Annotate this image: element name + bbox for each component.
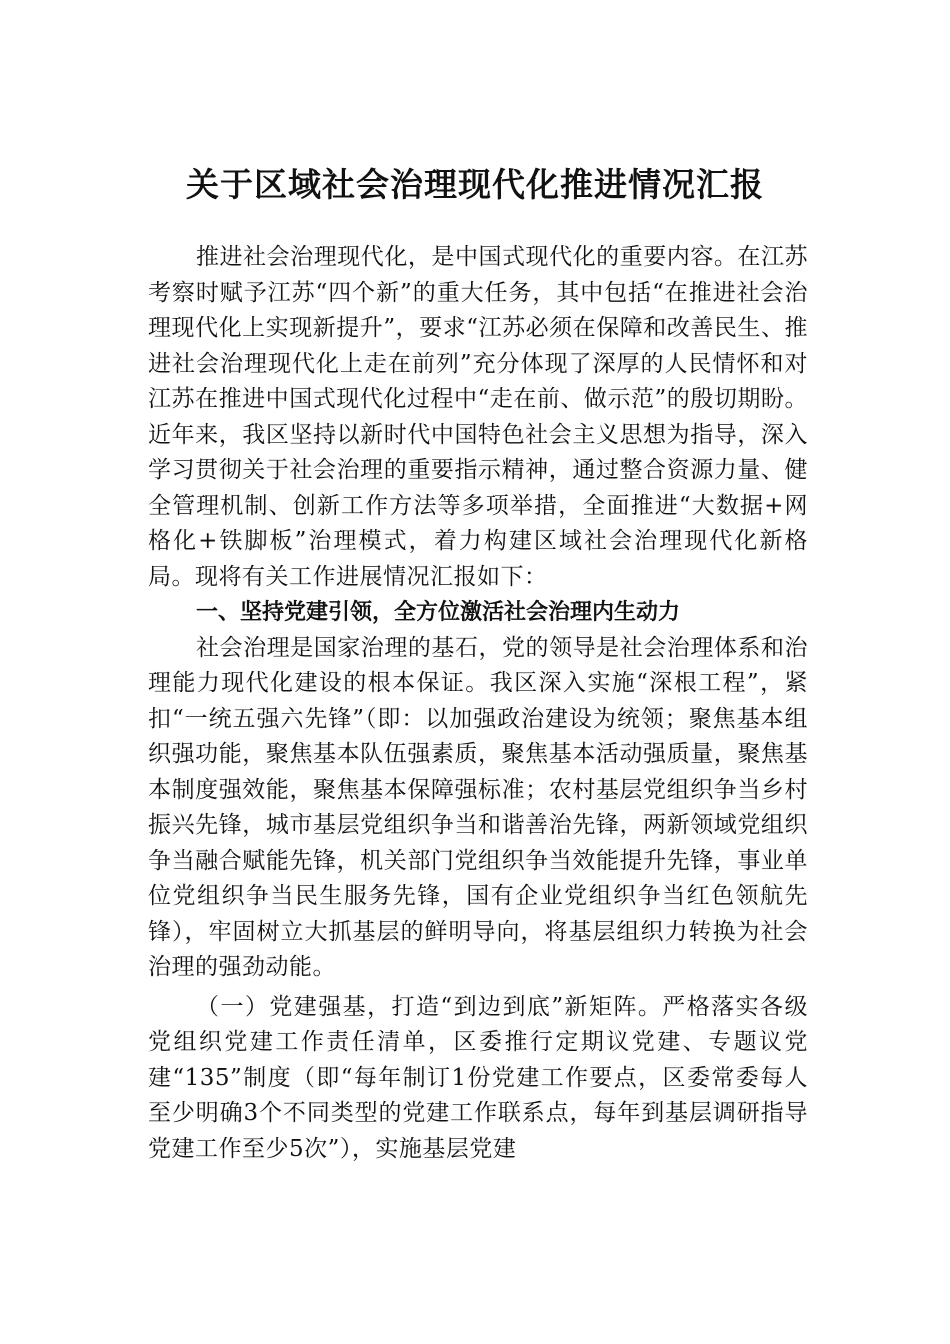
document-body <box>148 240 808 1167</box>
intro-paragraph: 推进社会治理现代化，是中国式现代化的重要内容。在江苏考察时赋予江苏“四个新”的重大任务，其中包括“在推进社会治理现代化上实现新提升”，要求“江苏必须在保障和改善民生、推进社会治理现代化上走在前列”充分体现了深厚的人民情怀和对江苏在推进中国式现代化过程中“走在前、做示范”的殷切期盼。近年来，我区坚持以新时代中国特色社会主义思想为指导，深入学习贯彻关于社会治理的重要指示精神，通过整合资源力量、健全管理机制、创新工作方法等多项举措，全面推进“大数据+网格化+铁脚板”治理模式，着力构建区域社会治理现代化新格局。现将有关工作进展情况汇报如下： <box>148 244 808 590</box>
subsection-1-paragraph: （一）党建强基，打造“到边到底”新矩阵。严格落实各级党组织党建工作责任清单，区委推行定期议党建、专题议党建“135”制度（即“每年制订1份党建工作要点，区委常委每人至少明确3个不同类型的党建工作联系点，每年到基层调研指导党建工作至少5次”），实施基层党建 <box>148 993 808 1162</box>
section-1-paragraph: 社会治理是国家治理的基石，党的领导是社会治理体系和治理能力现代化建设的根本保证。我区深入实施“深根工程”，紧扣“一统五强六先锋”（即：以加强政治建设为统领；聚焦基本组织强功能，聚焦基本队伍强素质，聚焦基本活动强质量，聚焦基本制度强效能，聚焦基本保障强标准；农村基层党组织争当乡村振兴先锋，城市基层党组织争当和谐善治先锋，两新领域党组织争当融合赋能先锋，机关部门党组织争当效能提升先锋，事业单位党组织争当民生服务先锋，国有企业党组织争当红色领航先锋），牢固树立大抓基层的鲜明导向，将基层组织力转换为社会治理的强劲动能。 <box>148 634 808 980</box>
document-title: 关于区域社会治理现代化推进情况汇报 <box>186 165 764 204</box>
section-heading-1: 一、坚持党建引领，全方位激活社会治理内生动力 <box>196 600 681 625</box>
